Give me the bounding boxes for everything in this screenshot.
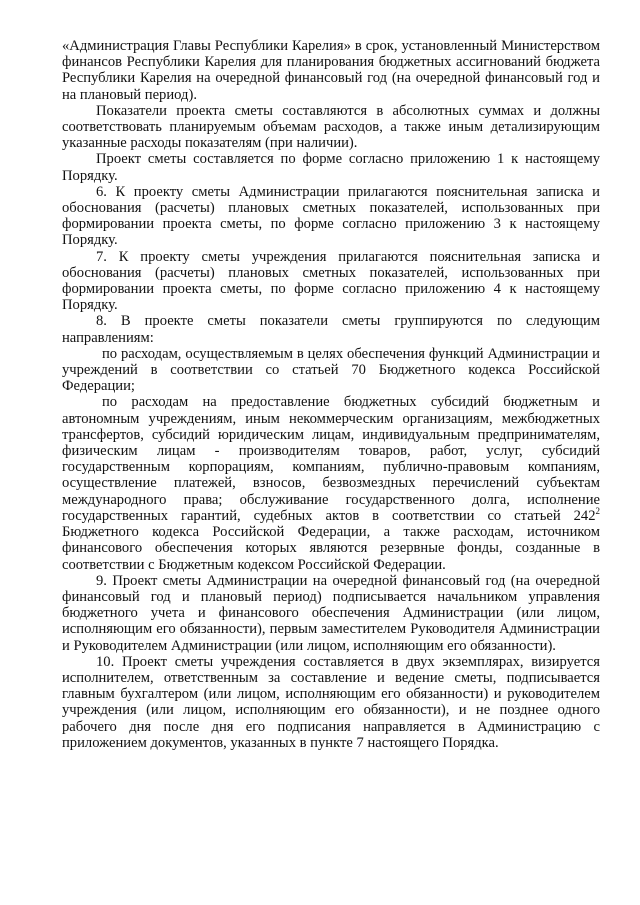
- paragraph-item-6: 6. К проекту сметы Администрации прилагаются пояснительная записка и обоснования (расчеты) плановых сметных показателей, использованных при формировании проекта сметы, по форме согласно приложению 3 к настоящему Порядку.: [62, 183, 600, 249]
- paragraph-item-8-direction-2: [62, 394, 600, 572]
- paragraph-item-9: 9. Проект сметы Администрации на очередной финансовый год (на очередной финансовый год и плановый период) подписывается начальником управления бюджетного учета и финансового обеспечения Администрации (или лицом, исполняющим его обязанности), первым заместителем Руководителя Администрации и Руководителем Администрации (или лицом, исполняющим его обязанности).: [62, 572, 600, 654]
- paragraph-item-8: 8. В проекте сметы показатели сметы группируются по следующим направлениям:: [62, 313, 600, 346]
- paragraph-item-10: 10. Проект сметы учреждения составляется в двух экземплярах, визируется исполнителем, ответственным за составление и ведение сметы, подписывается главным бухгалтером (или лицом, исполняющим его обязанности) и руководителем учреждения (или лицом, исполняющим его обязанности), и не позднее одного рабочего дня после дня его подписания направляется в Администрацию с приложением документов, указанных в пункте 7 настоящего Порядка.: [62, 653, 600, 751]
- paragraph-form-appendix-1: Проект сметы составляется по форме согласно приложению 1 к настоящему Порядку.: [62, 151, 600, 184]
- paragraph-intro-continuation: «Администрация Главы Республики Карелия» в срок, установленный Министерством финансов Республики Карелия для планирования бюджетных ассигнований бюджета Республики Карелия на очередной финансовый год (на очередной финансовый год и на плановый период).: [62, 38, 600, 103]
- paragraph-indicators: Показатели проекта сметы составляются в абсолютных суммах и должны соответствовать планируемым объемам расходов, а также иным детализирующим указанные расходы показателям (при наличии).: [62, 102, 600, 152]
- document-page: [62, 38, 600, 751]
- superscript-article-index: 2: [595, 505, 600, 516]
- paragraph-item-8-direction-1: по расходам, осуществляемым в целях обеспечения функций Администрации и учреждений в соответствии со статьей 70 Бюджетного кодекса Российской Федерации;: [62, 345, 600, 395]
- paragraph-item-7: 7. К проекту сметы учреждения прилагаются пояснительная записка и обоснования (расчеты) плановых сметных показателей, использованных при формировании проекта сметы, по форме согласно приложению 4 к настоящему Порядку.: [62, 248, 600, 314]
- paragraph-text-part: Бюджетного кодекса Российской Федерации, а также расходам, источником финансового обеспечения которых являются резервные фонды, созданные в соответствии с Бюджетным кодексом Российской Федерации.: [62, 524, 600, 573]
- paragraph-text-part: по расходам на предоставление бюджетных субсидий бюджетным и автономным учреждениям, иным некоммерческим организациям, межбюджетных трансфертов, субсидий юридическим лицам, индивидуальным предпринимателям, физическим лицам - производителям товаров, работ, услуг, субсидий государственным корпорациям, компаниям, публично-правовым компаниям, осуществление платежей, взносов, безвозмездных перечислений субъектам международного права; обслуживание государственного долга, исполнение государственных гарантий, судебных актов в соответствии со статьей 242: [62, 394, 600, 524]
